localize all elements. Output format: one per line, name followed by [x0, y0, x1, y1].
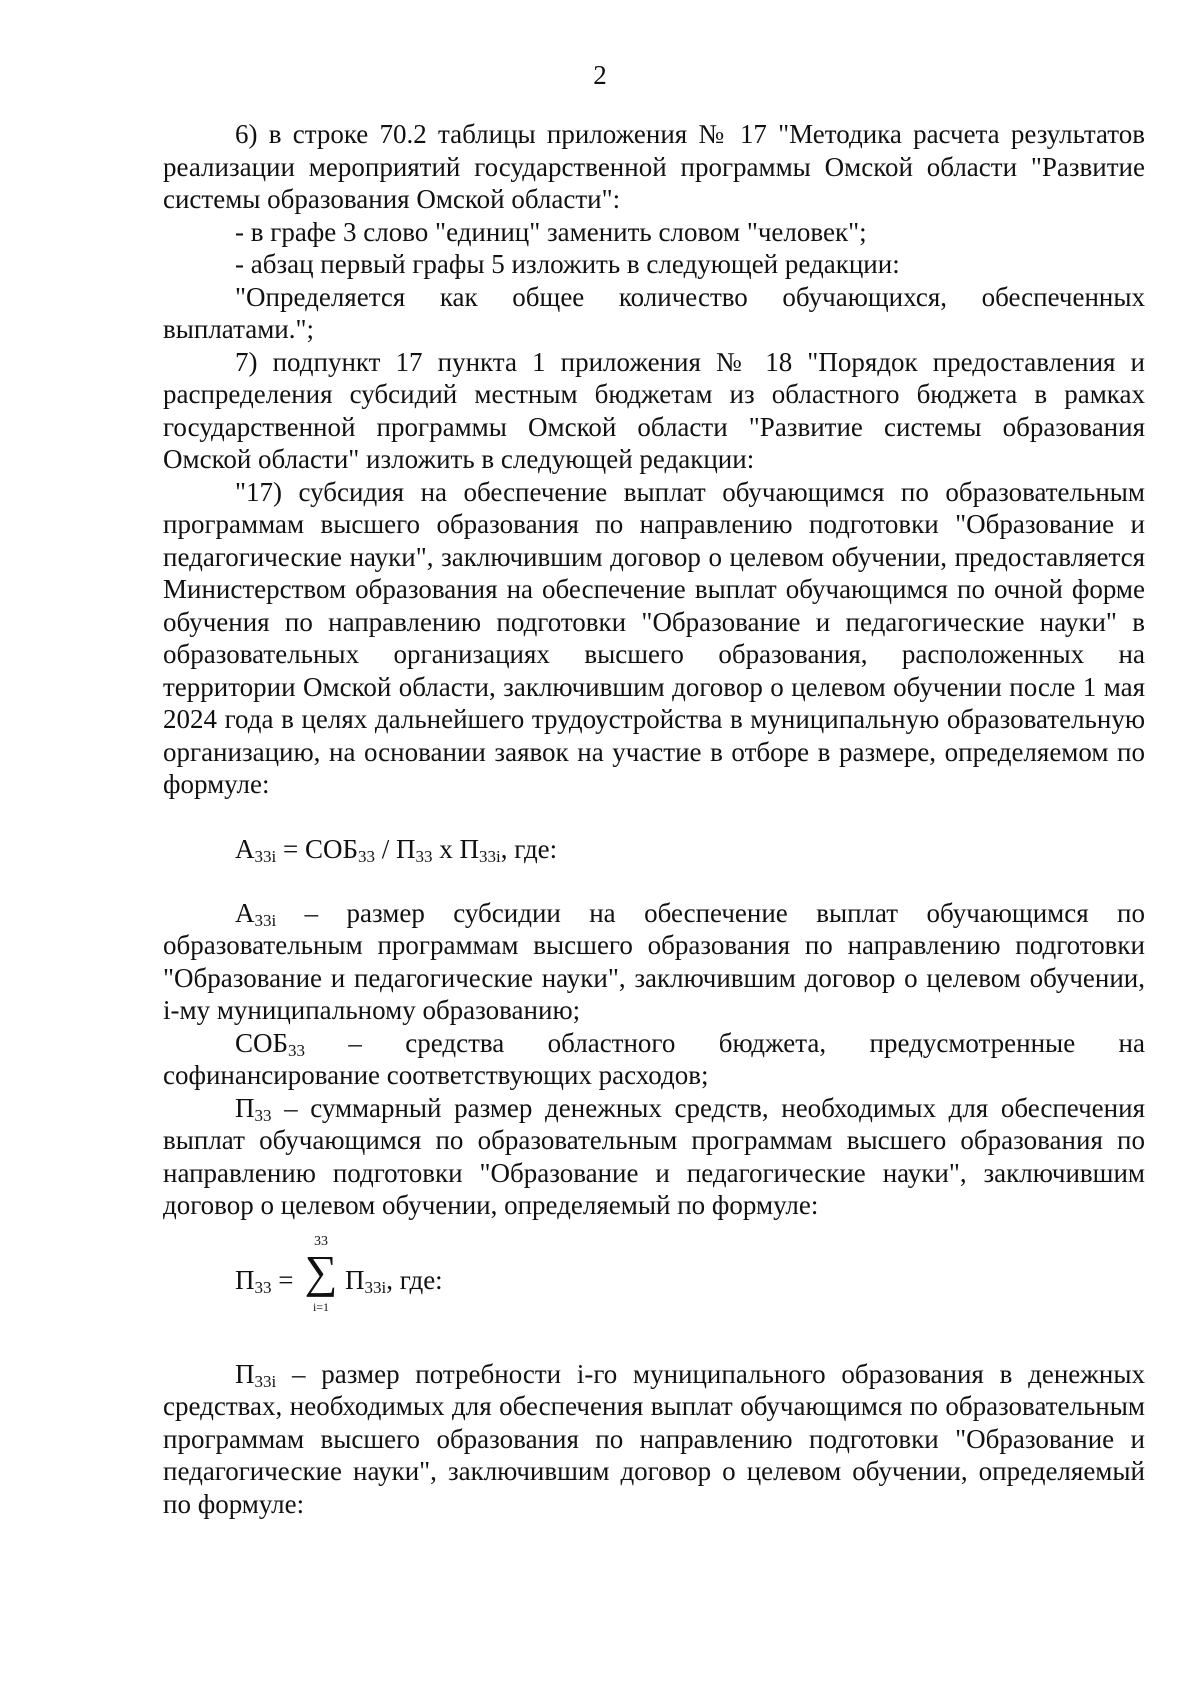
formula-p-symbol: / П	[374, 833, 416, 864]
sum-equals: =	[271, 1264, 294, 1295]
definition-p	[163, 1092, 1145, 1222]
formula-a-subscript: 33i	[254, 846, 277, 866]
definition-p-symbol: П	[235, 1092, 255, 1123]
sum-lhs-subscript: 33	[254, 1277, 272, 1297]
sum-tail: , где:	[386, 1264, 443, 1295]
definition-a-text: – размер субсидии на обеспечение выплат обучающимся по образовательным программам высшего образования по направлению подготовки "Образование и педагогические науки", заключившим договор о целевом обучении, i-му муниципальному образованию;	[163, 897, 1145, 1025]
definition-pi-text: – размер потребности i-го муниципального образования в денежных средствах, необходимых для обеспечения выплат обучающимся по образовательным программам высшего образования по направлению подготовки "Образование и педагогические науки", заключившим договор о целевом обучении, определяемый по формуле:	[163, 1358, 1145, 1519]
sum-rhs-symbol: П	[345, 1264, 365, 1295]
paragraph-6-quote: "Определяется как общее количество обучающихся, обеспеченных выплатами.";	[163, 281, 1145, 344]
definition-a-symbol: А	[235, 897, 255, 928]
subsidy-formula	[163, 833, 1145, 865]
definition-sob-subscript: 33	[288, 1040, 306, 1060]
sum-lhs-symbol: П	[235, 1264, 255, 1295]
definition-sob-symbol: СОБ	[235, 1027, 289, 1058]
formula-tail: , где:	[500, 833, 558, 864]
paragraph-7: 7) подпункт 17 пункта 1 приложения № 18 "Порядок предоставления и распределения субсидий местным бюджетам из областного бюджета в рамках государственной программы Омской области "Развитие системы образования Омской области" изложить в следующей редакции:	[163, 346, 1145, 474]
sum-formula-lhs	[235, 1264, 293, 1297]
document-body	[163, 118, 1145, 1520]
formula-sob-subscript: 33	[357, 846, 375, 866]
page-number: 2	[593, 60, 607, 90]
formula-sob-symbol: = СОБ	[276, 833, 358, 864]
formula-pi-subscript: 33i	[478, 846, 501, 866]
definition-sob-text: – средства областного бюджета, предусмотренные на софинансирование соответствующих расходов;	[163, 1027, 1145, 1090]
sum-formula-rhs	[345, 1264, 443, 1297]
sum-formula	[163, 1234, 1145, 1326]
sum-rhs-subscript: 33i	[364, 1277, 387, 1297]
paragraph-6: 6) в строке 70.2 таблицы приложения № 17 "Методика расчета результатов реализации мероприятий государственной программы Омской области "Развитие системы образования Омской области":	[163, 119, 1145, 214]
definition-pi-symbol: П	[235, 1358, 255, 1389]
definition-pi	[163, 1358, 1145, 1521]
definition-pi-subscript: 33i	[254, 1371, 277, 1391]
formula-p-subscript: 33	[415, 846, 433, 866]
paragraph-17: "17) субсидия на обеспечение выплат обучающимся по образовательным программам высшего образования по направлению подготовки "Образование и педагогические науки", заключившим договор о целевом обучении, предоставляется Министерством образования на обеспечение выплат обучающимся по очной форме обучения по направлению подготовки "Образование и педагогические науки" в образовательных организациях высшего образования, расположенных на территории Омской области, заключившим договор о целевом обучении после 1 мая 2024 года в целях дальнейшего трудоустройства в муниципальную образовательную организацию, на основании заявок на участие в отборе в размере, определяемом по формуле:	[163, 476, 1145, 799]
definition-a-subscript: 33i	[254, 910, 277, 930]
spacer	[163, 865, 1145, 897]
sigma-icon: ∑	[304, 1245, 338, 1297]
definition-p-subscript: 33	[254, 1105, 272, 1125]
sigma-upper-limit: 33	[314, 1233, 328, 1249]
spacer	[163, 1326, 1145, 1358]
definition-p-text: – суммарный размер денежных средств, необходимых для обеспечения выплат обучающимся по образовательным программам высшего образования по направлению подготовки "Образование и педагогические науки", заключившим договор о целевом обучении, определяемый по формуле:	[163, 1092, 1145, 1220]
formula-a-symbol: А	[235, 833, 255, 864]
definition-sob	[163, 1027, 1145, 1092]
paragraph-6-item-2: - абзац первый графы 5 изложить в следующей редакции:	[235, 249, 900, 279]
sigma-lower-limit: i=1	[312, 1299, 330, 1314]
spacer	[163, 801, 1145, 833]
definition-a	[163, 897, 1145, 1027]
sigma-block	[304, 1234, 338, 1326]
formula-pi-symbol: х П	[432, 833, 479, 864]
paragraph-6-item-1: - в графе 3 слово "единиц" заменить словом "человек";	[235, 216, 867, 247]
